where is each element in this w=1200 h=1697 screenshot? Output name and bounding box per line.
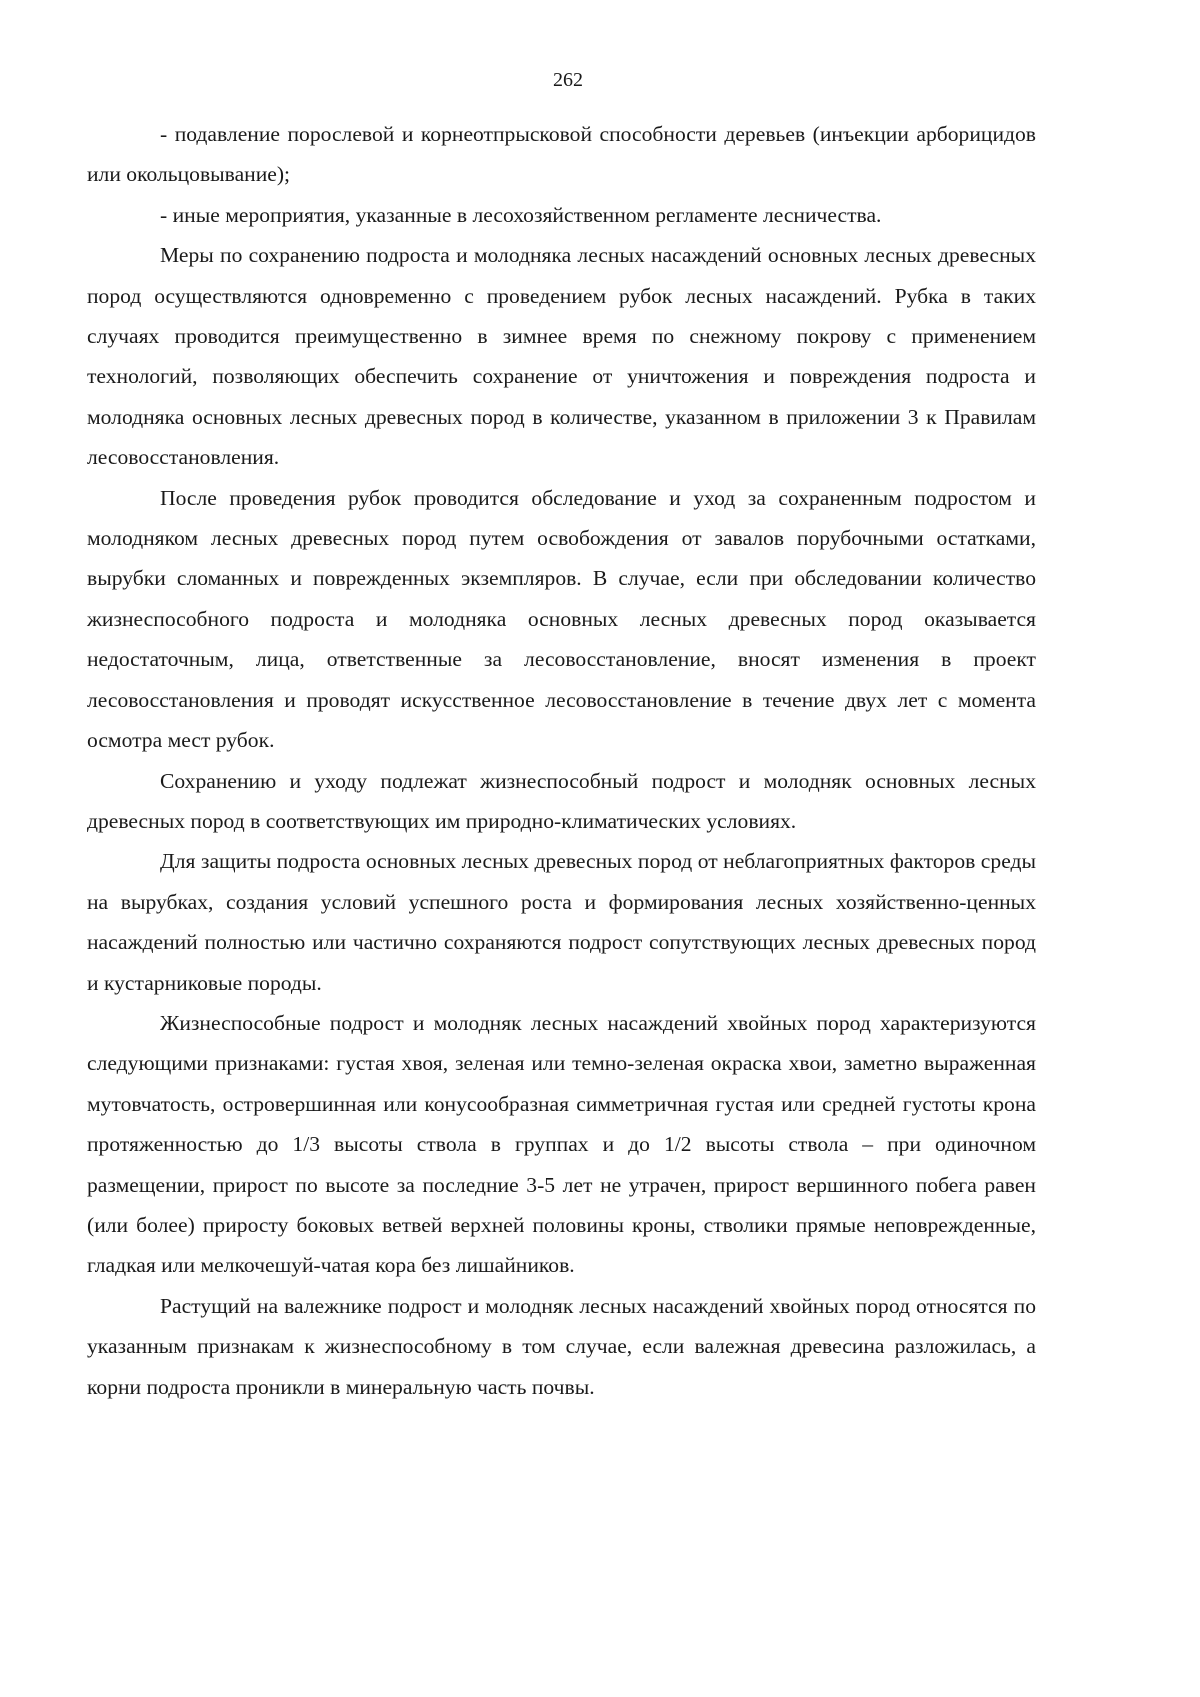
document-body bbox=[87, 114, 1036, 1407]
paragraph-care-subject: Сохранению и уходу подлежат жизнеспособный подрост и молодняк основных лесных древесных пород в соответствующих им природно-климатических условиях. bbox=[87, 768, 1036, 833]
paragraph-suppression-measures: - подавление порослевой и корнеотпрысковой способности деревьев (инъекции арборицидов или окольцовывание); bbox=[87, 122, 1036, 187]
paragraph-viability-signs: Жизнеспособные подрост и молодняк лесных насаждений хвойных пород характеризуются следующими признаками: густая хвоя, зеленая или темно-зеленая окраска хвои, заметно выраженная мутовчатость, островершинная или конусообразная симметричная густая или средней густоты крона протяженностью до 1/3 высоты ствола в группах и до 1/2 высоты ствола – при одиночном размещении, прирост по высоте за последние 3-5 лет не утрачен, прирост вершинного побега равен (или более) приросту боковых ветвей верхней половины кроны, стволики прямые неповрежденные, гладкая или мелкочешуй-чатая кора без лишайников. bbox=[87, 1010, 1036, 1278]
paragraph-other-measures: - иные мероприятия, указанные в лесохозяйственном регламенте лесничества. bbox=[160, 202, 882, 227]
page-number: 262 bbox=[553, 69, 583, 91]
paragraph-preservation-measures: Меры по сохранению подроста и молодняка лесных насаждений основных лесных древесных пород осуществляются одновременно с проведением рубок лесных насаждений. Рубка в таких случаях проводится преимущественно в зимнее время по снежному покрову с применением технологий, позволяющих обеспечить сохранение от уничтожения и повреждения подроста и молодняка основных лесных древесных пород в количестве, указанном в приложении 3 к Правилам лесовосстановления. bbox=[87, 243, 1036, 470]
paragraph-deadwood-growth: Растущий на валежнике подрост и молодняк лесных насаждений хвойных пород относятся по указанным признакам к жизнеспособному в том случае, если валежная древесина разложилась, а корни подроста проникли в минеральную часть почвы. bbox=[87, 1293, 1036, 1399]
paragraph-post-felling-survey: После проведения рубок проводится обследование и уход за сохраненным подростом и молодняком лесных древесных пород путем освобождения от завалов порубочными остатками, вырубки сломанных и поврежденных экземпляров. В случае, если при обследовании количество жизнеспособного подроста и молодняка основных лесных древесных пород оказывается недостаточным, лица, ответственные за лесовосстановление, вносят изменения в проект лесовосстановления и проводят искусственное лесовосстановление в течение двух лет с момента осмотра мест рубок. bbox=[87, 485, 1036, 753]
paragraph-protection: Для защиты подроста основных лесных древесных пород от неблагоприятных факторов среды на вырубках, создания условий успешного роста и формирования лесных хозяйственно-ценных насаждений полностью или частично сохраняются подрост сопутствующих лесных древесных пород и кустарниковые породы. bbox=[87, 849, 1036, 995]
